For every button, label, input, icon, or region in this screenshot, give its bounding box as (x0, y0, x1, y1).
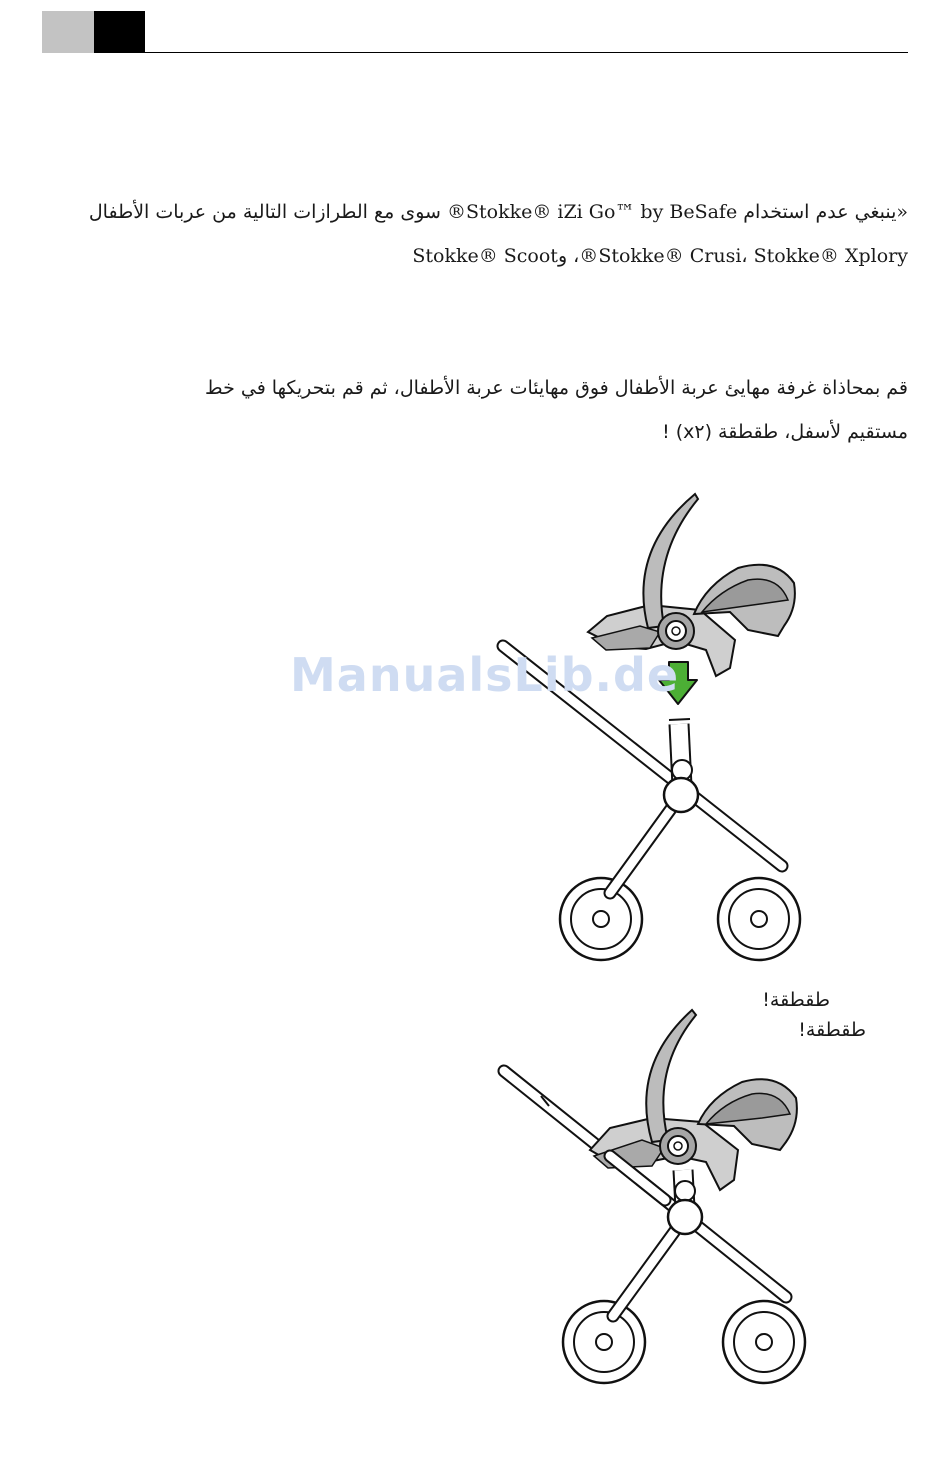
click-label-2: طقطقة! (798, 1019, 866, 1041)
watermark: ManualsLib.de (290, 648, 680, 702)
attach-line-1: قم بمحاذاة غرفة مهايئ عربة الأطفال فوق مهايئات عربة الأطفال، ثم قم بتحريكها في خط (205, 377, 908, 399)
attach-line-2: مستقيم لأسفل، طقطقة (x٢) ! (662, 421, 908, 443)
compatibility-line-1: «ينبغي عدم استخدام Stokke® iZi Go™ by BeSafe® سوى مع الطرازات التالية من عربات الأطفال (88, 201, 908, 223)
compatibility-line-2: Stokke® Crusi، Stokke® Xplory®، وStokke® Scoot (412, 245, 908, 267)
click-label-1: طقطقة! (762, 989, 830, 1011)
rear-wheel-icon (563, 1301, 645, 1383)
front-wheel-icon (723, 1301, 805, 1383)
rear-wheel-icon (560, 878, 642, 960)
front-wheel-icon (718, 878, 800, 960)
